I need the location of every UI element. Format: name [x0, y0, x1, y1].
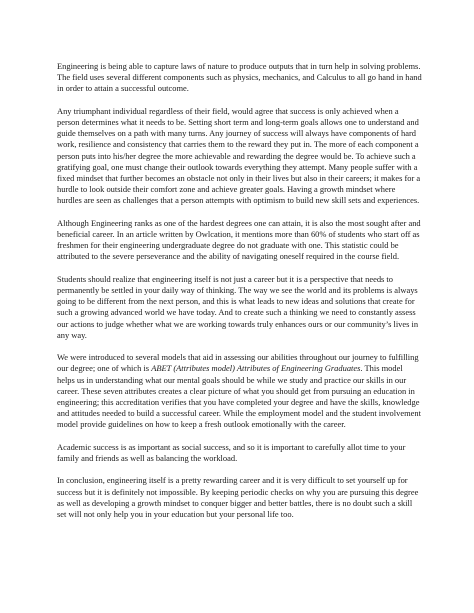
paragraph-text: We were introduced to several models that aid in assessing our abilities throughout our journey to fulfilling our degree; one of which is	[57, 352, 419, 374]
paragraph-success	[57, 106, 422, 207]
paragraph-conclusion	[57, 475, 422, 520]
paragraph-text: Although Engineering ranks as one of the hardest degrees one can attain, it is also the most sought after and beneficial career. In an article written by Owlcation, it mentions more than 60% of students who start off as freshmen for their engineering undergraduate degree do not graduate with one. This statistic could be attributed to the severe perseverance and the ability of navigating oneself required in the course field.	[57, 217, 421, 262]
paragraph-text: Academic success is as important as social success, and so it is important to carefully allot time to your family and friends as well as balancing the workload.	[57, 441, 406, 464]
paragraph-balance	[57, 442, 422, 464]
paragraph-perspective	[57, 274, 422, 341]
essay-body	[57, 61, 422, 520]
paragraph-text: Students should realize that engineering itself is not just a career but it is a perspective that needs to permanently be settled in your daily way of thinking. The way we see the world and its problems is always going to be different from the next person, and this is what leads to new ideas and solutions that create for such a growing advanced world we have today. And to create such a thinking we need to constantly assess our actions to judge whether what we are working towards truly enhances ours or our community’s lives in any way.	[57, 273, 419, 340]
paragraph-models	[57, 352, 422, 430]
paragraph-text: Engineering is being able to capture laws of nature to produce outputs that in turn help in solving problems. The field uses several different components such as physics, mechanics, and Calculus to all go hand in hand in order to attain a successful outcome.	[57, 61, 422, 94]
paragraph-difficulty	[57, 218, 422, 263]
paragraph-text: Any triumphant individual regardless of their field, would agree that success is only achieved when a person determines what it needs to be. Setting short term and long-term goals allows one to understand and guide themselves on a path with many turns. Any journey of success will always have components of hard work, resilience and consistency that carries them to the reward they put in. The more of each component a person puts into his/her degree the more achievable and rewarding the degree would be. To achieve such a gratifying goal, one must change their outlook towards everything they attempt. Many people suffer with a fixed mindset that further becomes an obstacle not only in their lives but also in their careers; it makes for a hurdle to look outside their comfort zone and achieve greater goals. Having a growth mindset where hurdles are seen as challenges that a person attempts with optimism to build new skill sets and experiences.	[57, 105, 421, 206]
abet-model-title: ABET (Attributes model) Attributes of Engineering Graduates	[151, 363, 361, 374]
paragraph-text: . This model helps us in understanding what our mental goals should be while we study and practice our skills in our career. These seven attributes creates a clear picture of what you should get from pursuing an education in engineering; this accreditation verifies that you have completed your degree and have the skills, knowledge and attitudes needed to build a successful career. While the employment model and the student involvement model provide guidelines on how to keep a fresh outlook emotionally with the career.	[57, 363, 421, 430]
paragraph-intro	[57, 61, 422, 95]
paragraph-text: In conclusion, engineering itself is a pretty rewarding career and it is very difficult to set yourself up for success but it is definitely not impossible. By keeping periodic checks on why you are pursuing this degree as well as developing a growth mindset to conquer bigger and better battles, there is no doubt such a skill set will not only help you in your education but your personal life too.	[57, 475, 419, 520]
